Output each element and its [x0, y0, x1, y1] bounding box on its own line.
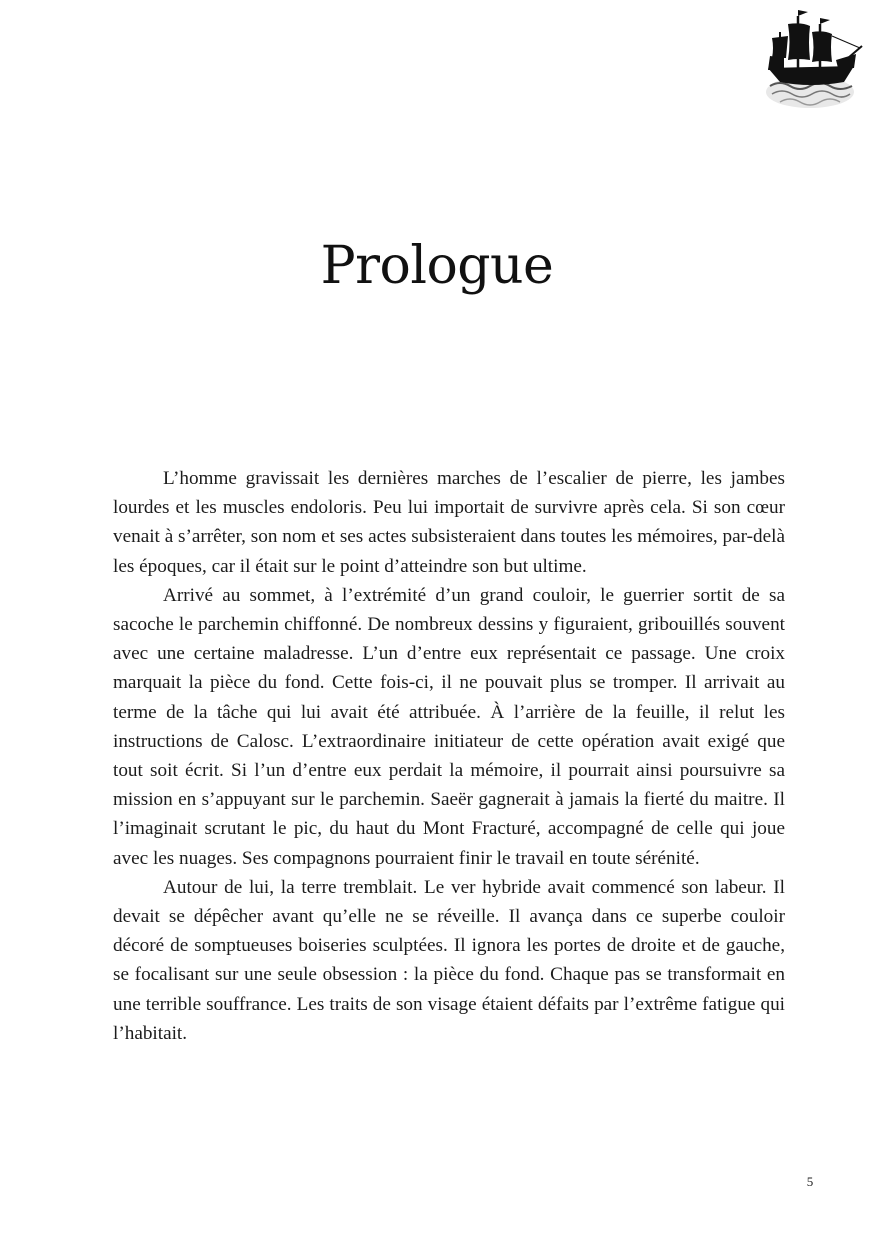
chapter-title: Prologue	[320, 236, 554, 296]
paragraph: Arrivé au sommet, à l’extrémité d’un grand couloir, le guerrier sortit de sa sacoche le parchemin chiffonné. De nombreux dessins y figuraient, gribouillés souvent avec une certaine maladresse. L’un d’entre eux représentait ce passage. Une croix marquait la pièce du fond. Cette fois-ci, il ne pouvait plus se tromper. Il arrivait au terme de la tâche qui lui avait été attribuée. À l’arrière de la feuille, il relut les instructions de Calosc. L’extraordinaire initiateur de cette opération avait exigé que tout soit écrit. Si l’un d’entre eux perdait la mémoire, il pourrait ainsi poursuivre sa mission en s’appuyant sur le parchemin. Saeër gagnerait à jamais la fierté du maitre. Il l’imaginait scrutant le pic, du haut du Mont Fracturé, accompagné de celle qui joue avec les nuages. Ses compagnons pourraient finir le travail en toute sérénité.	[113, 584, 785, 869]
paragraph: Autour de lui, la terre tremblait. Le ver hybride avait commencé son labeur. Il devait se dépêcher avant qu’elle ne se réveille. Il avança dans ce superbe couloir décoré de somptueuses boiseries sculptées. Il ignora les portes de droite et de gauche, se focalisant sur une seule obsession : la pièce du fond. Chaque pas se transformait en une terrible souffrance. Les traits de son visage étaient défaits par l’extrême fatigue qui l’habitait.	[113, 876, 785, 1044]
paragraph: L’homme gravissait les dernières marches de l’escalier de pierre, les jambes lourdes et les muscles endoloris. Peu lui importait de survivre après cela. Si son cœur venait à s’arrêter, son nom et ses actes subsisteraient dans toutes les mémoires, par-delà les époques, car il était sur le point d’atteindre son but ultime.	[113, 468, 785, 577]
sailing-ship-icon	[758, 6, 864, 110]
body-text	[113, 464, 785, 1048]
page-number: 5	[806, 1174, 814, 1189]
